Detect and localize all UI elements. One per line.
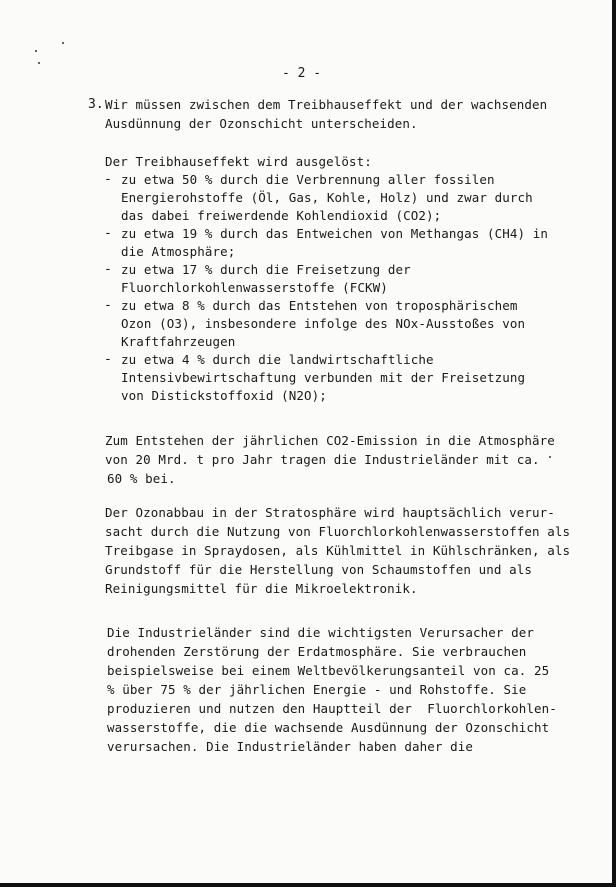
scan-speck: [549, 456, 551, 458]
cause-line: zu etwa 17 % durch die Freisetzung der: [121, 262, 411, 277]
scan-edge-bottom: [0, 883, 616, 887]
heading-line: Wir müssen zwischen dem Treibhauseffekt und der wachsenden: [105, 97, 548, 112]
bullet-dash: -: [104, 226, 112, 241]
paragraph-line: produzieren und nutzen den Hauptteil der Fluorchlorkohlen-: [107, 701, 557, 716]
cause-line: Kraftfahrzeugen: [121, 334, 236, 349]
paragraph-line: Die Industrieländer sind die wichtigsten Verursacher der: [107, 625, 535, 640]
cause-line: Intensivbewirtschaftung verbunden mit der Freisetzung: [121, 370, 526, 385]
bullet-dash: -: [104, 262, 112, 277]
cause-line: zu etwa 50 % durch die Verbrennung aller fossilen: [121, 172, 495, 187]
heading-line: Ausdünnung der Ozonschicht unterscheiden.: [105, 116, 418, 131]
cause-line: zu etwa 8 % durch das Entstehen von troposphärischem: [121, 298, 518, 313]
scan-speck: [38, 62, 40, 64]
paragraph-line: Grundstoff für die Herstellung von Schaumstoffen und als: [105, 562, 533, 577]
cause-line: die Atmosphäre;: [121, 244, 236, 259]
paragraph-line: drohenden Zerstörung der Erdatmosphäre. Sie verbrauchen: [107, 644, 527, 659]
greenhouse-intro: Der Treibhauseffekt wird ausgelöst:: [105, 154, 372, 169]
cause-line: Energierohstoffe (Öl, Gas, Kohle, Holz) und zwar durch: [121, 190, 533, 205]
cause-line: Fluorchlorkohlenwasserstoffe (FCKW): [121, 280, 388, 295]
paragraph-line: Der Ozonabbau in der Stratosphäre wird hauptsächlich verur-: [105, 505, 555, 520]
paragraph-line: Zum Entstehen der jährlichen CO2-Emission in die Atmosphäre: [105, 433, 555, 448]
cause-line: das dabei freiwerdende Kohlendioxid (CO2);: [121, 208, 442, 223]
paragraph-line: Treibgase in Spraydosen, als Kühlmittel in Kühlschränken, als: [105, 543, 571, 558]
cause-line: zu etwa 4 % durch die landwirtschaftliche: [121, 352, 434, 367]
paragraph-line: wasserstoffe, die die wachsende Ausdünnung der Ozonschicht: [107, 720, 550, 735]
paragraph-line: von 20 Mrd. t pro Jahr tragen die Industrieländer mit ca.: [105, 452, 540, 467]
paragraph-line: Reinigungsmittel für die Mikroelektronik.: [105, 581, 418, 596]
bullet-dash: -: [104, 172, 112, 187]
cause-line: von Distickstoffoxid (N2O);: [121, 388, 327, 403]
item-number: 3.: [88, 97, 104, 112]
paragraph-line: sacht durch die Nutzung von Fluorchlorkohlenwasserstoffen als: [105, 524, 571, 539]
scan-speck: [35, 50, 37, 52]
paragraph-line: 60 % bei.: [107, 471, 176, 486]
scan-speck: [62, 42, 64, 44]
bullet-dash: -: [104, 298, 112, 313]
scan-edge-right: [612, 0, 616, 887]
cause-line: zu etwa 19 % durch das Entweichen von Methangas (CH4) in: [121, 226, 549, 241]
cause-line: Ozon (O3), insbesondere infolge des NOx-Ausstoßes von: [121, 316, 526, 331]
paragraph-line: % über 75 % der jährlichen Energie - und Rohstoffe. Sie: [107, 682, 527, 697]
paragraph-line: beispielsweise bei einem Weltbevölkerungsanteil von ca. 25: [107, 663, 550, 678]
paragraph-line: verursachen. Die Industrieländer haben daher die: [107, 739, 474, 754]
bullet-dash: -: [104, 352, 112, 367]
page-number: - 2 -: [282, 66, 322, 81]
